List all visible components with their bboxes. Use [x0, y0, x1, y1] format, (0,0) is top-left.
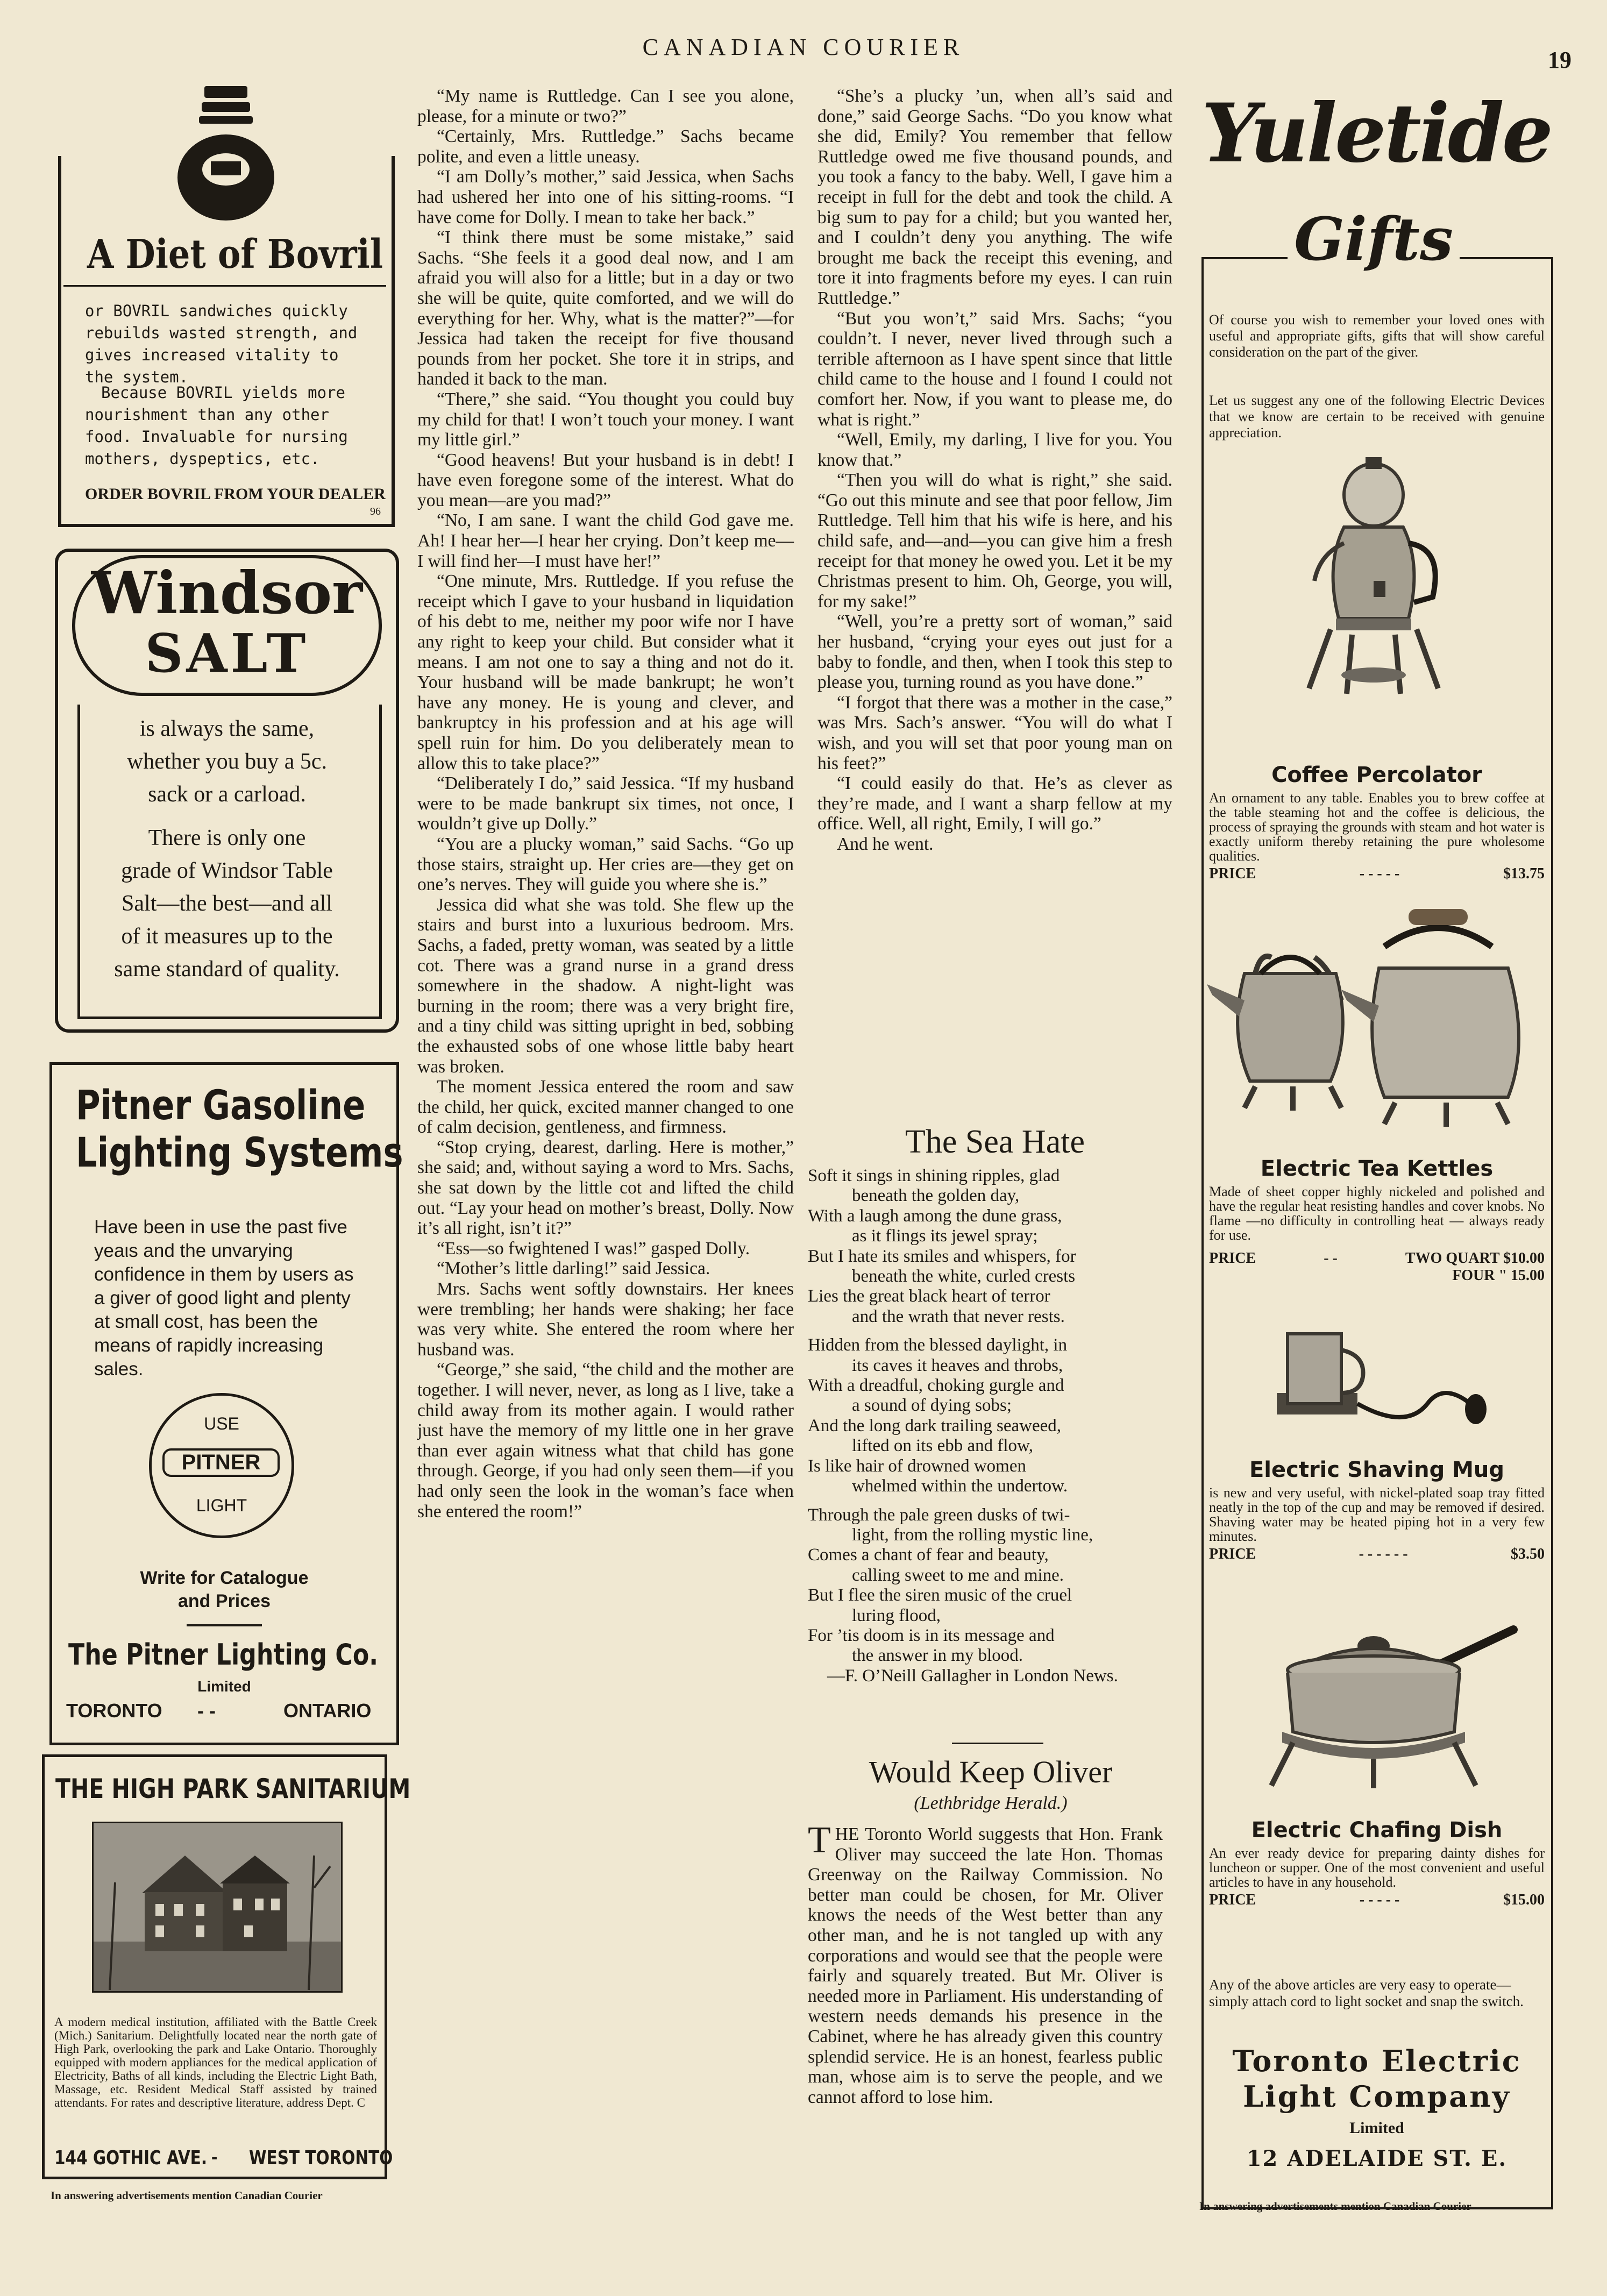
pitner-province: ONTARIO: [283, 1700, 372, 1722]
sanitarium-city: WEST TORONTO: [249, 2147, 393, 2169]
bovril-text-2: Because BOVRIL yields more nourishment than any other food. Invaluable for nursing mothers, dyspeptics, etc.: [85, 383, 348, 468]
product-tea-kettles: Electric Tea Kettles Made of sheet copper highly nickeled and polished and have the regular heat resisting handles and cover knobs. No flame —no difficulty in controlling heat — always ready for use. PRICE - - TWO QUART $10.00 FOUR " 15.00: [1209, 1156, 1545, 1284]
article-title: Would Keep Oliver: [869, 1754, 1113, 1789]
poem-line: lifted on its ebb and flow,: [852, 1436, 1033, 1456]
pitner-company: The Pitner Lighting Co.: [68, 1638, 379, 1672]
story-column-1: “My name is Ruttledge. Can I see you alone, please, for a minute or two?” “Certainly, Mrs. Ruttledge.” Sachs became polite, and even a little uneasy. “I am Dolly’s mother,” said Jessica, when Sachs had ushered her into one of his sitting-rooms. “I have come for Dolly. I mean to take her back.” “I think there must be some mistake,” said Sachs. “She feels it a good deal now, and I am afraid you will also for a little; but in a day or two she will be quite, quite comforted, and we will do everything for her. Why, what is the matter?”—for Jessica had taken the receipt for five thousand pounds from her pocket. She tore it in strips, and handed it back to the man. “There,” she said. “You thought you could buy my child for that! I won’t touch your money. I want my little girl.” “Good heavens! But your husband is in debt! I have even foregone some of the interest. What do you mean—are you mad?” “No, I am sane. I want the child God gave me. Ah! I hear her—I hear her crying. Don’t keep me—I will find her—I must have her!” “One minute, Mrs. Ruttledge. If you refuse the receipt which I gave to your husband in liquidation of his debt to me, neither my poor wife nor I have any right to keep your child. But consider what it means. I am not one to say a thing and not do it. Your husband will be made bankrupt; he won’t have any money. He is young and clever, and bankruptcy in his profession and at his age will spell ruin for him. Do you deliberately mean to allow this to take place?” “Deliberately I do,” said Jessica. “If my husband were to be made bankrupt six times, not once, I wouldn’t give up Dolly.” “You are a plucky woman,” said Sachs. “Go up those stairs, straight up. Her cries are—they get on one’s nerves. They will guide you where she is.” Jessica did what she was told. She flew up the stairs and burst into a luxurious bedroom. Mrs. Sachs, a faded, pretty woman, was seated by a little cot. There was a grand nurse in a grand dress somewhere in the shadow. A night-light was burning in the room; there was a very bright fire, and a tiny child was sitting upright in bed, sobbing the exhausted sobs of one whose little baby heart was broken. The moment Jessica entered the room and saw the child, her quick, excited manner changed to one of calm decision, gentleness, and firmness. “Stop crying, dearest, darling. Here is mother,” she said; and, without saying a word to Mrs. Sachs, she sat down by the little cot and lifted the child out. “Lay your head on mother’s breast, Dolly. Now it’s all right, isn’t it?” “Ess—so fwightened I was!” gasped Dolly. “Mother’s little darling!” said Jessica. Mrs. Sachs went softly downstairs. Her knees were trembling; her hands were shaking; her face was very white. She entered the room where her husband was. “George,” she said, “the child and the mother are together. I will never, never, as long as I live, take a child away from its mother again. I would rather just have the memory of my little one in her grave than ever again witness what that child has gone through. George, if you had only seen them—if you had only seen the look in the woman’s face when she entered the room!”: [417, 86, 794, 1522]
poem-line: as it flings its jewel spray;: [852, 1226, 1038, 1246]
product-name: Electric Chafing Dish: [1251, 1818, 1503, 1843]
yuletide-closing: Any of the above articles are very easy to operate—simply attach cord to light socket and snap the switch.: [1209, 1977, 1524, 2009]
product-shaving-mug: Electric Shaving Mug is new and very useful, with nickel-plated soap tray fitted neatly in the top of the cup and may be removed if desired. Shaving water may be heated piping hot in a very few minutes. PRICE - - - - - - $3.50: [1209, 1458, 1545, 1562]
yuletide-headline: Yuletide: [1201, 86, 1552, 181]
poem-line: beneath the white, curled crests: [852, 1267, 1076, 1286]
pitner-headline-2: Lighting Systems: [76, 1128, 403, 1176]
pitner-ad: Pitner Gasoline Lighting Systems Have been in use the past five yeaιs and the unvarying confidence in them by users as a giver of good light and plenty at small cost, has been the means of rapidly increasing sales. USE PITNER LIGHT Write for Catalogue and Prices The Pitner Lighting Co. Limited TORONTO - - ONTARIO: [49, 1062, 399, 1745]
bovril-code: 96: [370, 506, 381, 517]
pitner-cta-1: Write for Catalogue: [140, 1568, 309, 1588]
poem-line: Comes a chant of fear and beauty,: [808, 1545, 1049, 1565]
poem-line: Is like hair of drowned women: [808, 1456, 1026, 1476]
sanitarium-ad: THE HIGH PARK SANITARIUM A modern medical institution, affiliated with the Battle Creek (Mich.) Sanitarium. Delightfully located near the north gate of High Park, overlooking the park and Lake Ontario. Thoroughly equipped with modern appliances for the medical application of Electricity, Baths of all kinds, including the Electric Light Bath, Massage, etc. Resident Medical Staff assisted by trained attendants. For rates and descriptive literature, address Dept. C 144 GOTHIC AVE. - WEST TORONTO: [42, 1754, 387, 2179]
footer-right: In answering advertisements mention Canadian Courier: [1199, 2200, 1471, 2213]
page-number: 19: [1548, 47, 1572, 73]
poem-line: But I flee the siren music of the cruel: [808, 1586, 1072, 1605]
poem-body: [808, 1166, 1174, 1686]
poem-line: and the wrath that never rests.: [852, 1306, 1065, 1326]
pitner-logo: USE PITNER LIGHT: [149, 1393, 294, 1538]
poem-line: Lies the great black heart of terror: [808, 1286, 1050, 1306]
poem-line: light, from the rolling mystic line,: [852, 1525, 1093, 1545]
pitner-headline-1: Pitner Gasoline: [76, 1081, 366, 1129]
coffee-percolator-image: [1293, 457, 1454, 737]
product-name: Electric Shaving Mug: [1249, 1458, 1505, 1482]
shaving-mug-image: [1266, 1323, 1492, 1431]
poem-title: The Sea Hate: [905, 1124, 1085, 1160]
windsor-salt-ad: [55, 549, 399, 1033]
poem-line: But I hate its smiles and whispers, for: [808, 1246, 1076, 1266]
yuletide-address: 12 ADELAIDE ST. E.: [1246, 2146, 1508, 2171]
poem-line: whelmed within the undertow.: [852, 1476, 1068, 1496]
poem-line: luring flood,: [852, 1605, 941, 1625]
poem-line: Soft it sings in shining ripples, glad: [808, 1166, 1060, 1185]
article-dropcap: T: [808, 1819, 831, 1861]
sanitarium-photo: [92, 1822, 343, 1993]
poem-credit: —F. O’Neill Gallagher in London News.: [827, 1666, 1118, 1686]
poem-line: its caves it heaves and throbs,: [852, 1355, 1063, 1375]
story-column-2: “She’s a plucky ’un, when all’s said and done,” said George Sachs. “Do you know what she did, Emily? You remember that fellow Ruttledge owed me five thousand pounds, and you took a fancy to the baby. Well, I gave him a receipt in full for the debt and took the child. A big sum to pay for a child; but you wanted her, and I couldn’t deny you anything. The wife brought me back the receipt this evening, and tore it into fragments before my eyes. I can ruin Ruttledge.” “But you won’t,” said Mrs. Sachs; “you couldn’t. I never, never lived through such a terrible afternoon as I have spent since that little child came to the house and I found I could not comfort her. Now, if you want to please me, do what is right.” “Well, Emily, my darling, I live for you. You know that.” “Then you will do what is right,” she said. “Go out this minute and see that poor fellow, Jim Ruttledge. Tell him that his wife is here, and his child safe, and—and—you can give him a fresh receipt for that money he owed you. Let it be my Christmas present to him. Oh, George, you will, for my sake!” “Well, you’re a pretty sort of woman,” said her husband, “crying your eyes out just for a baby to fondle, and then, when I took this step to please you, turning round as you have done.” “I forgot that there was a mother in the case,” was Mrs. Sach’s answer. “You will do what I wish, and you will set that poor young man on his feet?” “I could easily do that. He’s as clever as they’re made, and I want a sharp fellow at my office. Well, all right, Emily, I will go.” And he went.: [817, 86, 1172, 854]
windsor-product: SALT: [145, 623, 309, 685]
windsor-body: is always the same, whether you buy a 5c. sack or a carload. There is only one grade of Windsor Table Salt—the best—and all of it measures up to the same standard of quality.: [114, 716, 340, 982]
bovril-text-1: or BOVRIL sandwiches quickly rebuilds wasted strength, and gives increased vitality to the system.: [85, 302, 358, 386]
footer-left: In answering advertisements mention Canadian Courier: [51, 2189, 323, 2202]
product-coffee-percolator: Coffee Percolator An ornament to any table. Enables you to brew coffee at the table steaming hot and the coffee is delicious, the process of spraying the grounds with steam and hot water is exactly uniform thereby retaining the pure wholesome qualities. PRICE - - - - - $13.75: [1209, 763, 1545, 882]
article-body: THE Toronto World suggests that Hon. Frank Oliver may succeed the late Hon. Thomas Greenway on the Railway Commission. No better man could be chosen, for Mr. Oliver knows the needs of the West better than any other man, and he is not tangled up with any corporations and would see that the people were fairly and squarely treated. But Mr. Oliver is needed more in Parliament. His understanding of western needs demands his presence in the Cabinet, where he has already given this country splendid service. He is an honest, fearless public man, whose aim is to serve the people, and we cannot afford to lose him.: [808, 1819, 1163, 2107]
running-title: CANADIAN COURIER: [642, 34, 965, 60]
poem-line: beneath the golden day,: [852, 1186, 1020, 1206]
windsor-brand: Windsor: [91, 559, 363, 627]
product-name: Electric Tea Kettles: [1260, 1156, 1494, 1181]
poem-line: Hidden from the blessed daylight, in: [808, 1335, 1068, 1355]
product-chafing-dish: Electric Chafing Dish An ever ready device for preparing dainty dishes for luncheon or supper. One of the most convenient and useful articles to have in any household. PRICE - - - - - $15.00: [1209, 1818, 1545, 1908]
pitner-body: Have been in use the past five yeaιs and the unvarying confidence in them by users as a giver of good light and plenty at small cost, has been the means of rapidly increasing sales.: [94, 1217, 354, 1380]
bovril-cta: ORDER BOVRIL FROM YOUR DEALER: [85, 485, 386, 503]
poem-line: calling sweet to me and mine.: [852, 1565, 1064, 1585]
poem-line: And the long dark trailing seaweed,: [808, 1416, 1062, 1435]
yuletide-subheadline: Gifts: [1294, 204, 1453, 274]
chafing-dish-image: [1212, 1608, 1535, 1791]
sanitarium-text: A modern medical institution, affiliated with the Battle Creek (Mich.) Sanitarium. Delightfully located near the north gate of High Park, overlooking the park and Lake Ontario. Thoroughly equipped with modern appliances for the medical application of Electricity, Baths of all kinds, including the Electric Light Bath, Massage, etc. Resident Medical Staff assisted by trained attendants. For rates and descriptive literature, address Dept. C: [54, 2015, 377, 2109]
yuletide-intro-1: Of course you wish to remember your loved ones with useful and appropriate gifts, gifts that will show careful consideration on the part of the giver.: [1209, 312, 1545, 360]
yuletide-limited: Limited: [1349, 2119, 1404, 2137]
pitner-cta-2: and Prices: [178, 1591, 271, 1611]
bovril-headline: A Diet of Bovril: [87, 231, 383, 278]
yuletide-ad: [1180, 86, 1553, 2216]
article-source: (Lethbridge Herald.): [914, 1793, 1068, 1813]
poem-line: For ’tis doom is in its message and: [808, 1625, 1055, 1645]
pitner-city: TORONTO: [66, 1700, 162, 1722]
poem-line: a sound of dying sobs;: [852, 1396, 1012, 1416]
sanitarium-address: 144 GOTHIC AVE.: [54, 2147, 208, 2169]
yuletide-company-2: Light Company: [1243, 2079, 1511, 2114]
poem-line: Through the pale green dusks of twi-: [808, 1505, 1070, 1525]
poem-line: With a dreadful, choking gurgle and: [808, 1376, 1064, 1396]
pitner-limited: Limited: [197, 1678, 251, 1695]
sanitarium-title: THE HIGH PARK SANITARIUM: [55, 1773, 411, 1804]
poem-line: the answer in my blood.: [852, 1646, 1023, 1666]
tea-kettles-image: [1207, 904, 1540, 1129]
bovril-ad: [58, 81, 395, 527]
product-name: Coffee Percolator: [1271, 763, 1482, 787]
poem-line: With a laugh among the dune grass,: [808, 1206, 1062, 1226]
yuletide-company-1: Toronto Electric: [1232, 2044, 1521, 2078]
yuletide-intro-2: Let us suggest any one of the following Electric Devices that we know are certain to be received with genuine appreciation.: [1209, 393, 1545, 440]
